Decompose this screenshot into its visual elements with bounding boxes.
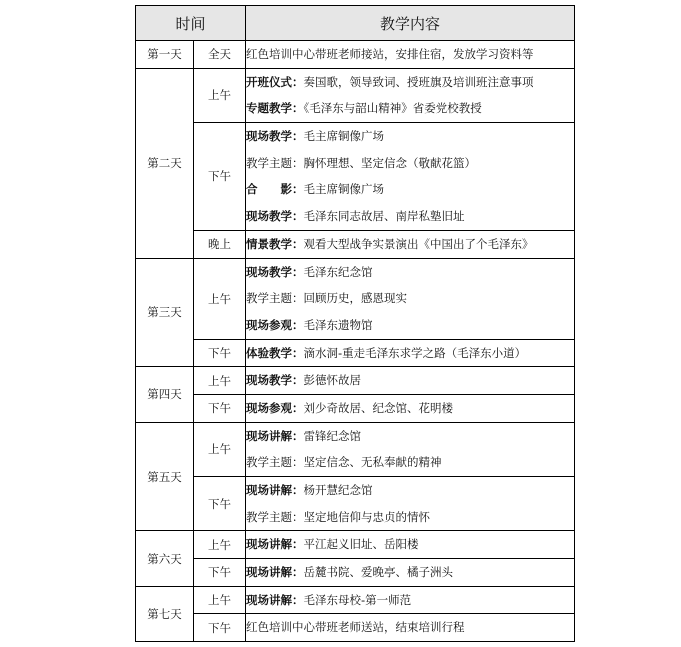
day-cell: 第四天 bbox=[136, 367, 194, 422]
day-cell: 第七天 bbox=[136, 586, 194, 641]
activity-text: 毛泽东遗物馆 bbox=[303, 317, 373, 332]
activity-text: 观看大型战争实景演出《中国出了个毛泽东》 bbox=[303, 236, 534, 251]
content-line bbox=[246, 559, 574, 586]
activity-label: 现场教学： bbox=[246, 264, 304, 279]
activity-text: 《毛泽东与韶山精神》省委党校教授 bbox=[303, 101, 482, 116]
content-line bbox=[246, 95, 574, 122]
activity-label: 现场教学： bbox=[246, 129, 304, 144]
time-segment-cell: 下午 bbox=[194, 339, 246, 367]
activity-text: 刘少奇故居、纪念馆、花明楼 bbox=[303, 400, 454, 415]
activity-text: 教学主题：胸怀理想、坚定信念（敬献花篮） bbox=[246, 155, 477, 170]
activity-label: 现场讲解： bbox=[246, 428, 304, 443]
table-row bbox=[136, 41, 575, 69]
activity-text: 毛泽东母校-第一师范 bbox=[303, 592, 412, 607]
content-line bbox=[246, 531, 574, 558]
activity-text: 滴水洞-重走毛泽东求学之路（毛泽东小道） bbox=[303, 345, 527, 360]
content-cell bbox=[246, 531, 575, 559]
content-cell bbox=[246, 123, 575, 231]
content-cell bbox=[246, 230, 575, 258]
content-cell bbox=[246, 339, 575, 367]
content-line bbox=[246, 41, 574, 68]
table-row bbox=[136, 123, 575, 231]
activity-text: 雷锋纪念馆 bbox=[303, 428, 362, 443]
content-cell bbox=[246, 422, 575, 476]
content-line bbox=[246, 477, 574, 504]
activity-text: 彭德怀故居 bbox=[303, 373, 362, 388]
time-segment-cell: 下午 bbox=[194, 559, 246, 587]
time-segment-cell: 全天 bbox=[194, 41, 246, 69]
content-cell bbox=[246, 68, 575, 122]
table-row bbox=[136, 422, 575, 476]
content-line bbox=[246, 423, 574, 450]
activity-label: 现场讲解： bbox=[246, 565, 304, 580]
activity-text: 红色培训中心带班老师送站，结束培训行程 bbox=[246, 620, 465, 635]
activity-label: 现场参观： bbox=[246, 400, 304, 415]
activity-text: 毛主席铜像广场 bbox=[303, 129, 385, 144]
activity-label: 合 影： bbox=[246, 182, 304, 197]
time-segment-cell: 晚上 bbox=[194, 230, 246, 258]
day-cell: 第五天 bbox=[136, 422, 194, 531]
activity-label: 现场参观： bbox=[246, 317, 304, 332]
activity-label: 体验教学： bbox=[246, 345, 304, 360]
time-segment-cell: 上午 bbox=[194, 367, 246, 395]
content-line bbox=[246, 395, 574, 422]
activity-label: 现场讲解： bbox=[246, 592, 304, 607]
time-segment-cell: 下午 bbox=[194, 614, 246, 642]
content-line bbox=[246, 231, 574, 258]
activity-text: 教学主题：坚定地信仰与忠贞的情怀 bbox=[246, 509, 431, 524]
time-segment-cell: 上午 bbox=[194, 422, 246, 476]
day-cell: 第三天 bbox=[136, 258, 194, 367]
content-cell bbox=[246, 586, 575, 614]
content-line bbox=[246, 340, 574, 367]
content-cell bbox=[246, 477, 575, 531]
activity-text: 红色培训中心带班老师接站，安排住宿，发放学习资料等 bbox=[246, 47, 534, 61]
day-cell: 第二天 bbox=[136, 68, 194, 258]
time-segment-cell: 下午 bbox=[194, 123, 246, 231]
time-segment-cell: 下午 bbox=[194, 394, 246, 422]
table-row bbox=[136, 367, 575, 395]
content-line bbox=[246, 449, 574, 476]
content-line bbox=[246, 259, 574, 286]
content-line bbox=[246, 312, 574, 339]
time-segment-cell: 上午 bbox=[194, 68, 246, 122]
day-cell: 第六天 bbox=[136, 531, 194, 586]
activity-text: 平江起义旧址、岳阳楼 bbox=[303, 537, 419, 552]
content-line bbox=[246, 285, 574, 312]
header-content: 教学内容 bbox=[246, 6, 575, 41]
content-line bbox=[246, 150, 574, 177]
table-row bbox=[136, 339, 575, 367]
time-segment-cell: 上午 bbox=[194, 258, 246, 339]
time-segment-cell: 上午 bbox=[194, 586, 246, 614]
table-row bbox=[136, 68, 575, 122]
activity-label: 开班仪式： bbox=[246, 74, 304, 89]
activity-text: 教学主题：回顾历史，感恩现实 bbox=[246, 291, 408, 306]
activity-text: 毛泽东纪念馆 bbox=[303, 264, 373, 279]
content-cell bbox=[246, 614, 575, 642]
activity-label: 现场教学： bbox=[246, 209, 304, 224]
activity-label: 现场教学： bbox=[246, 373, 304, 388]
time-segment-cell: 上午 bbox=[194, 531, 246, 559]
table-row bbox=[136, 477, 575, 531]
content-cell bbox=[246, 559, 575, 587]
content-line bbox=[246, 69, 574, 96]
table-row bbox=[136, 559, 575, 587]
activity-label: 专题教学： bbox=[246, 101, 304, 116]
content-line bbox=[246, 176, 574, 203]
time-segment-cell: 下午 bbox=[194, 477, 246, 531]
activity-text: 奏国歌，领导致词、授班旗及培训班注意事项 bbox=[303, 74, 534, 89]
activity-label: 情景教学： bbox=[246, 236, 304, 251]
content-line bbox=[246, 203, 574, 230]
activity-text: 杨开慧纪念馆 bbox=[303, 483, 373, 497]
header-row bbox=[136, 6, 575, 41]
activity-text: 毛主席铜像广场 bbox=[303, 182, 385, 197]
content-line bbox=[246, 587, 574, 614]
table-row bbox=[136, 230, 575, 258]
day-cell: 第一天 bbox=[136, 41, 194, 69]
activity-text: 毛泽东同志故居、南岸私塾旧址 bbox=[303, 209, 465, 224]
content-line bbox=[246, 614, 574, 641]
content-line bbox=[246, 123, 574, 150]
table-row bbox=[136, 614, 575, 642]
schedule-table bbox=[135, 5, 575, 642]
table-row bbox=[136, 258, 575, 339]
activity-label: 现场讲解： bbox=[246, 537, 304, 552]
content-line bbox=[246, 367, 574, 394]
content-cell bbox=[246, 394, 575, 422]
table-row bbox=[136, 586, 575, 614]
activity-text: 教学主题：坚定信念、无私奉献的精神 bbox=[246, 455, 442, 470]
activity-text: 岳麓书院、爱晚亭、橘子洲头 bbox=[303, 565, 454, 580]
table-row bbox=[136, 394, 575, 422]
header-time: 时间 bbox=[136, 6, 246, 41]
content-cell bbox=[246, 258, 575, 339]
content-line bbox=[246, 504, 574, 531]
activity-label: 现场讲解： bbox=[246, 483, 304, 497]
schedule-body bbox=[136, 41, 575, 642]
table-row bbox=[136, 531, 575, 559]
content-cell bbox=[246, 367, 575, 395]
content-cell bbox=[246, 41, 575, 69]
